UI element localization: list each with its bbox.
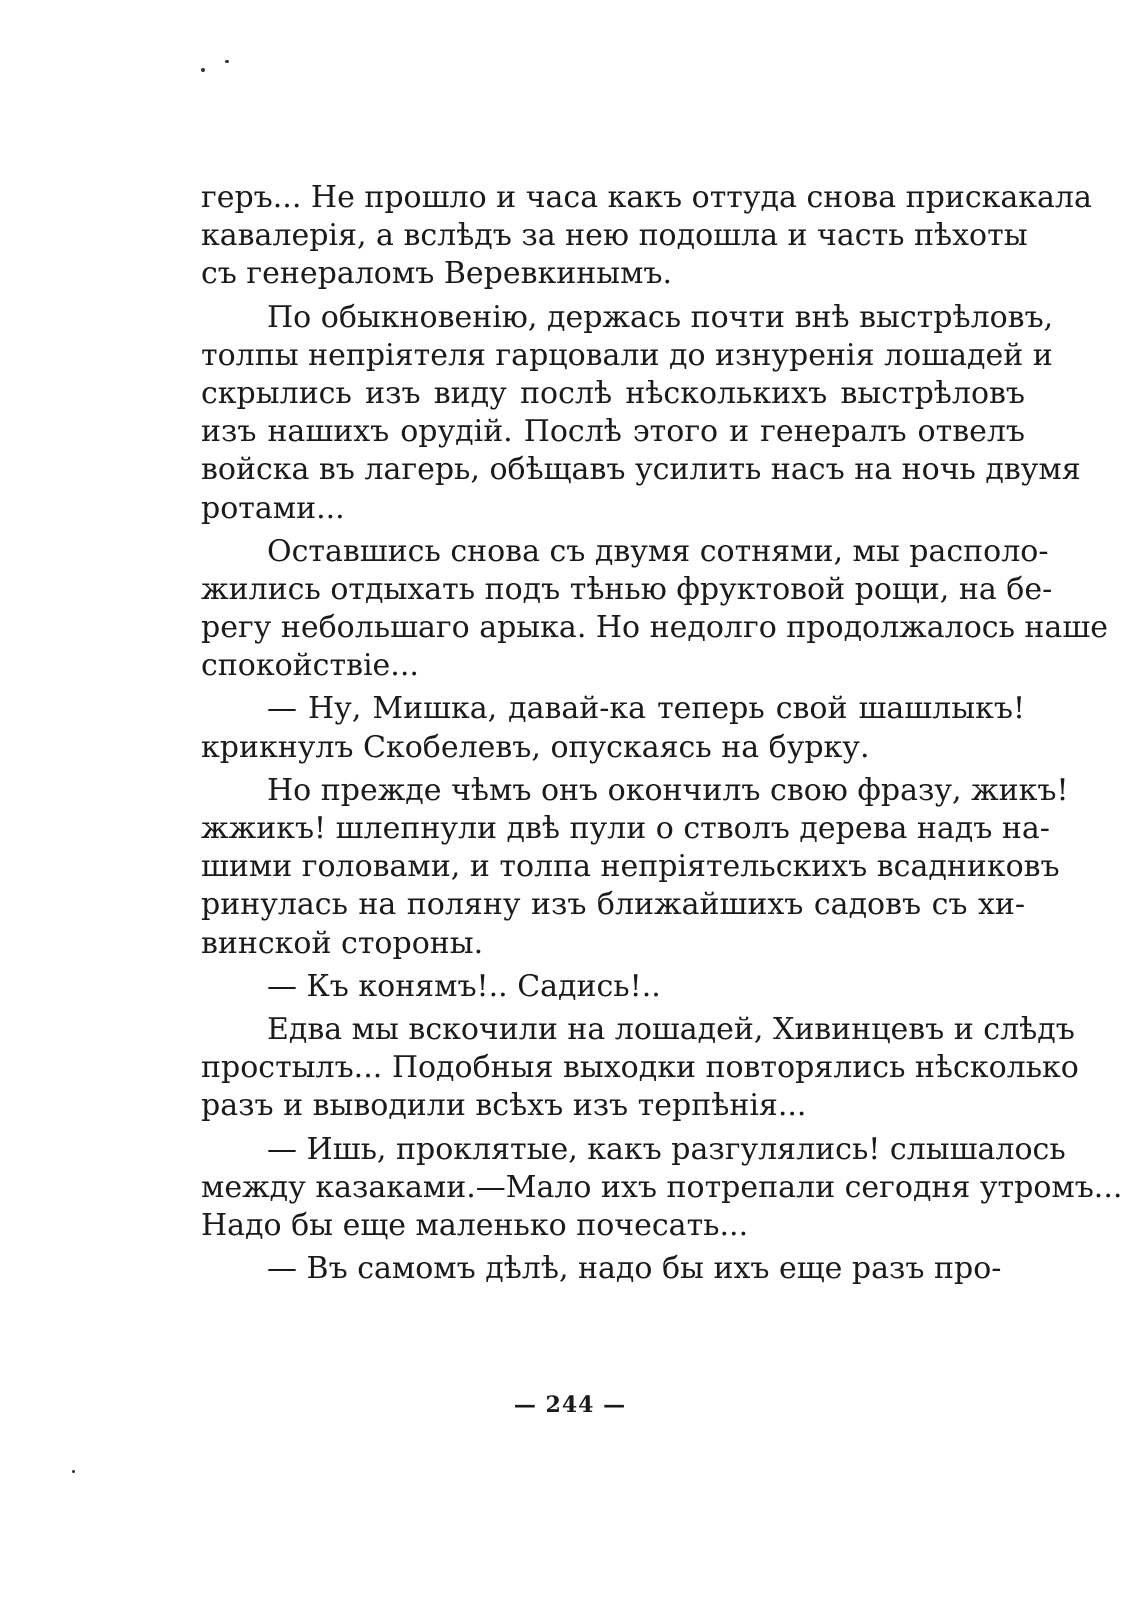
paragraph xyxy=(201,690,1025,766)
text-line: разъ и выводили всѣхъ изъ терпѣнія... xyxy=(201,1088,807,1124)
text-line: регу небольшаго арыка. Но недолго продолжалось наше xyxy=(201,610,1108,646)
text-line: простылъ... Подобныя выходки повторялись нѣсколько xyxy=(201,1050,1079,1086)
text-line: войска въ лагерь, обѣщавъ усилить насъ на ночь двумя xyxy=(201,452,1081,488)
text-line: крикнулъ Скобелевъ, опускаясь на бурку. xyxy=(201,729,870,765)
text-line: съ генераломъ Веревкинымъ. xyxy=(201,256,673,292)
text-line: шими головами, и толпа непріятельскихъ всадниковъ xyxy=(201,849,1060,885)
text-line: Но прежде чѣмъ онъ окончилъ свою фразу, жикъ! xyxy=(267,772,1069,808)
text-line: скрылись изъ виду послѣ нѣсколькихъ выстрѣловъ xyxy=(201,375,1025,411)
scan-speck xyxy=(72,1470,75,1473)
text-line: винской стороны. xyxy=(201,925,484,961)
body-text xyxy=(201,179,1123,1288)
paragraph xyxy=(201,772,1069,963)
text-line: толпы непріятеля гарцовали до изнуренія лошадей и xyxy=(201,337,1053,373)
paragraph xyxy=(201,533,1108,686)
text-line: ринулась на поляну изъ ближайшихъ садовъ съ хи- xyxy=(201,887,1025,923)
text-line: жжикъ! шлепнули двѣ пули о стволъ дерева надъ на- xyxy=(201,811,1050,846)
text-line: Оставшись снова съ двумя сотнями, мы располо- xyxy=(267,533,1049,569)
text-line: Едва мы вскочили на лошадей, Хивинцевъ и слѣдъ xyxy=(267,1011,1075,1047)
text-line: — Ну, Мишка, давай-ка теперь свой шашлыкъ! xyxy=(267,691,1025,727)
scan-speck xyxy=(225,60,229,63)
text-line: жились отдыхать подъ тѣнью фруктовой рощи, на бе- xyxy=(201,571,1053,607)
text-line: кавалерія, а вслѣдъ за нею подошла и часть пѣхоты xyxy=(201,218,1028,254)
page-number: — 244 — xyxy=(513,1392,627,1418)
text-line: геръ... Не прошло и часа какъ оттуда снова прискакала xyxy=(201,180,1092,215)
paragraph xyxy=(201,299,1081,528)
paragraph xyxy=(201,1250,1025,1288)
text-line: — Въ самомъ дѣлѣ, надо бы ихъ еще разъ про- xyxy=(267,1251,1002,1287)
text-line: — Къ конямъ!.. Садись!.. xyxy=(267,968,661,1004)
text-line: — Ишь, проклятые, какъ разгулялись! слышалось xyxy=(267,1131,1066,1167)
paragraph xyxy=(201,1131,1123,1246)
text-line: Надо бы еще маленько почесать... xyxy=(201,1207,749,1243)
paragraph xyxy=(201,968,1025,1006)
text-line: спокойствіе... xyxy=(201,648,419,684)
text-line: ротами... xyxy=(201,490,345,526)
scan-speck xyxy=(201,68,205,72)
paragraph xyxy=(201,179,1092,294)
text-line: изъ нашихъ орудій. Послѣ этого и генералъ отвелъ xyxy=(201,414,1025,450)
text-line: По обыкновенію, держась почти внѣ выстрѣловъ, xyxy=(267,299,1054,335)
paragraph xyxy=(201,1011,1079,1126)
text-line: между казаками.—Мало ихъ потрепали сегодня утромъ... xyxy=(201,1169,1123,1205)
